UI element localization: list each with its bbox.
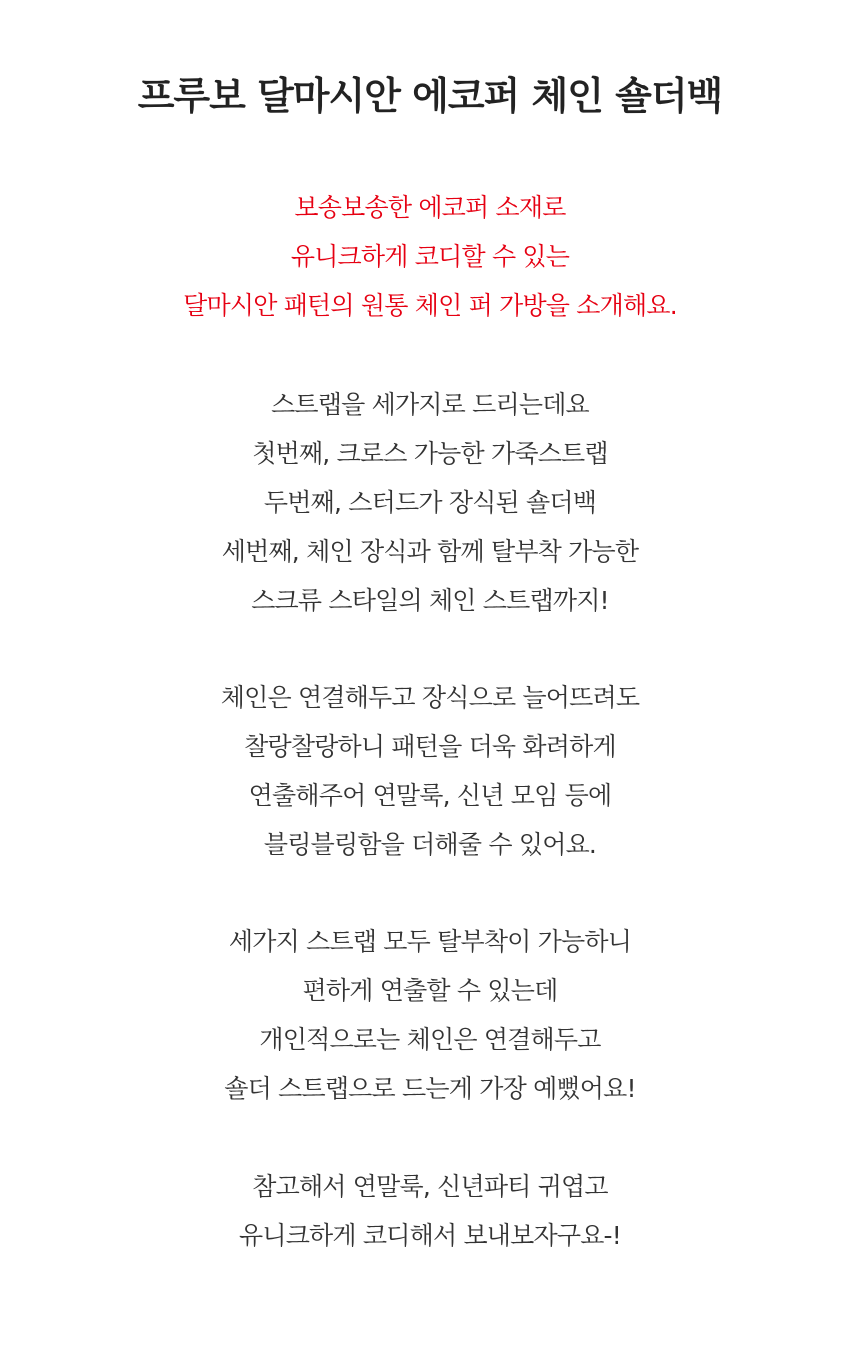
paragraph-line: 찰랑찰랑하니 패턴을 더욱 화려하게: [244, 732, 616, 761]
paragraph-line: 체인은 연결해두고 장식으로 늘어뜨려도: [220, 683, 640, 712]
paragraph-line: 연출해주어 연말룩, 신년 모임 등에: [248, 781, 612, 810]
paragraph-line: 숄더 스트랩으로 드는게 가장 예뻤어요!: [224, 1074, 636, 1103]
product-title: 프루보 달마시안 에코퍼 체인 숄더백: [137, 74, 723, 118]
paragraph-chain: [0, 673, 860, 869]
paragraph-line: 두번째, 스터드가 장식된 숄더백: [263, 488, 597, 517]
paragraph-line: 스크류 스타일의 체인 스트랩까지!: [251, 586, 609, 615]
intro-line: 달마시안 패턴의 원통 체인 퍼 가방을 소개해요.: [183, 291, 677, 320]
paragraph-line: 스트랩을 세가지로 드리는데요: [271, 390, 589, 419]
intro-line: 유니크하게 코디할 수 있는: [290, 242, 570, 271]
paragraph-line: 유니크하게 코디해서 보내보자구요-!: [239, 1221, 621, 1250]
paragraph-line: 참고해서 연말룩, 신년파티 귀엽고: [252, 1172, 608, 1201]
paragraph-line: 블링블링함을 더해줄 수 있어요.: [263, 830, 597, 859]
paragraph-line: 세번째, 체인 장식과 함께 탈부착 가능한: [221, 537, 639, 566]
paragraph-styling: [0, 917, 860, 1113]
paragraph-line: 첫번째, 크로스 가능한 가죽스트랩: [252, 439, 608, 468]
paragraph-line: 편하게 연출할 수 있는데: [302, 976, 558, 1005]
intro-highlight-text: [0, 183, 860, 330]
paragraph-closing: [0, 1162, 860, 1260]
intro-line: 보송보송한 에코퍼 소재로: [294, 193, 566, 222]
paragraph-line: 개인적으로는 체인은 연결해두고: [259, 1025, 601, 1054]
paragraph-straps: [0, 380, 860, 625]
paragraph-line: 세가지 스트랩 모두 탈부착이 가능하니: [228, 927, 632, 956]
